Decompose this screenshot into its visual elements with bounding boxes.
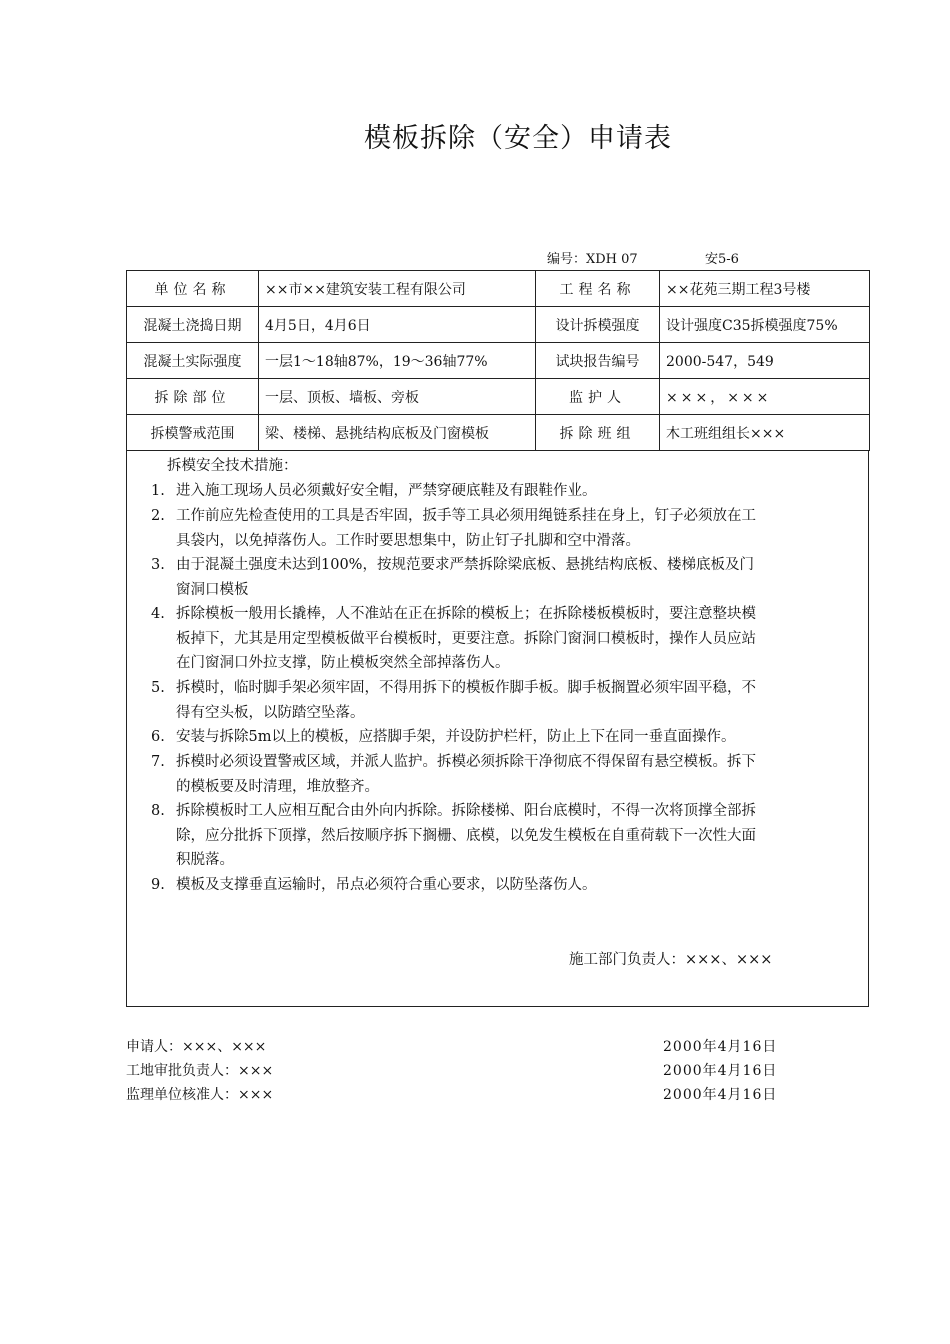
- measure-number: 7.: [151, 754, 165, 770]
- project-name-label: 工程名称: [536, 271, 660, 307]
- measure-item: [151, 676, 851, 725]
- measure-number: 3.: [151, 557, 165, 573]
- test-report-value: 2000-547，549: [660, 343, 870, 379]
- unit-name-value: ××市××建筑安装工程有限公司: [259, 271, 536, 307]
- test-report-label: 试块报告编号: [536, 343, 660, 379]
- measure-line: 进入施工现场人员必须戴好安全帽，严禁穿硬底鞋及有跟鞋作业。: [176, 483, 597, 499]
- measure-line: 得有空头板，以防踏空坠落。: [176, 704, 365, 721]
- table-row: [127, 271, 870, 307]
- actual-strength-value: 一层1～18轴87%，19～36轴77%: [259, 343, 536, 379]
- measure-line: 工作前应先检查使用的工具是否牢固，扳手等工具必须用绳链系挂在身上，钉子必须放在工: [176, 508, 756, 524]
- measure-item: [151, 725, 851, 750]
- unit-name-label: 单位名称: [127, 271, 259, 307]
- measure-number: 1.: [151, 483, 165, 499]
- measure-line: 拆除模板时工人应相互配合由外向内拆除。拆除楼梯、阳台底模时，不得一次将顶撑全部拆: [176, 803, 756, 819]
- measure-item: [151, 504, 851, 553]
- guardian-value: ×××，×××: [660, 379, 870, 415]
- measure-number: 5.: [151, 680, 165, 696]
- safety-measures-heading: 拆模安全技术措施：: [167, 458, 298, 474]
- actual-strength-label: 混凝土实际强度: [127, 343, 259, 379]
- measure-number: 4.: [151, 606, 165, 622]
- pour-date-value: 4月5日，4月6日: [259, 307, 536, 343]
- measure-item: [151, 750, 851, 799]
- document-number: 编号：XDH 07: [547, 252, 638, 267]
- warning-range-label: 拆模警戒范围: [127, 415, 259, 451]
- measure-line: 窗洞口模板: [176, 581, 249, 598]
- measure-item: [151, 553, 851, 602]
- measure-line: 安装与拆除5m以上的模板，应搭脚手架，并设防护栏杆，防止上下在同一垂直面操作。: [176, 729, 736, 745]
- design-strength-label: 设计拆模强度: [536, 307, 660, 343]
- removal-team-label: 拆除班组: [536, 415, 660, 451]
- measure-line: 积脱落。: [176, 852, 234, 868]
- measure-line: 具袋内，以免掉落伤人。工作时要思想集中，防止钉子扎脚和空中滑落。: [176, 532, 640, 549]
- applicant: 申请人：×××、×××: [126, 1039, 267, 1055]
- measure-line: 板掉下，尤其是用定型模板做平台模板时，更要注意。拆除门窗洞口模板时，操作人员应站: [176, 630, 756, 647]
- document-code: 安5-6: [705, 252, 739, 267]
- site-approver-date: 2000年4月16日: [663, 1063, 778, 1079]
- removal-team-value: 木工班组组长×××: [660, 415, 870, 451]
- measure-number: 6.: [151, 729, 165, 745]
- measure-line: 的模板要及时清理，堆放整齐。: [176, 778, 379, 795]
- design-strength-value: 设计强度C35拆模强度75%: [660, 307, 870, 343]
- measure-line: 在门窗洞口外拉支撑，防止模板突然全部掉落伤人。: [176, 655, 510, 671]
- measure-number: 8.: [151, 803, 165, 819]
- measure-line: 拆除模板一般用长撬棒，人不准站在正在拆除的模板上；在拆除楼板模板时，要注意整块模: [176, 606, 756, 622]
- info-table: [126, 270, 870, 451]
- department-head-signature: 施工部门负责人：×××、×××: [569, 952, 773, 968]
- measure-line: 模板及支撑垂直运输时，吊点必须符合重心要求，以防坠落伤人。: [176, 877, 597, 893]
- table-row: [127, 415, 870, 451]
- pour-date-label: 混凝土浇捣日期: [127, 307, 259, 343]
- project-name-value: ××花苑三期工程3号楼: [660, 271, 870, 307]
- measure-number: 2.: [151, 508, 165, 524]
- measure-item: [151, 799, 851, 873]
- measure-line: 拆模时必须设置警戒区域，并派人监护。拆模必须拆除干净彻底不得保留有悬空模板。拆下: [176, 754, 756, 770]
- applicant-date: 2000年4月16日: [663, 1039, 778, 1055]
- measure-item: [151, 602, 851, 676]
- measure-number: 9.: [151, 877, 165, 893]
- measure-line: 由于混凝土强度未达到100%，按规范要求严禁拆除梁底板、悬挑结构底板、楼梯底板及门: [176, 557, 754, 573]
- table-row: [127, 307, 870, 343]
- page-title: 模板拆除（安全）申请表: [364, 123, 672, 154]
- table-row: [127, 379, 870, 415]
- removal-area-value: 一层、顶板、墙板、旁板: [259, 379, 536, 415]
- guardian-label: 监护人: [536, 379, 660, 415]
- site-approver: 工地审批负责人：×××: [126, 1063, 274, 1079]
- supervisor-approver: 监理单位核准人：×××: [126, 1087, 274, 1103]
- measure-line: 除，应分批拆下顶撑，然后按顺序拆下搁栅、底模，以免发生模板在自重荷载下一次性大面: [176, 827, 756, 844]
- measure-item: [151, 479, 851, 504]
- measure-item: [151, 873, 851, 898]
- measure-line: 拆模时，临时脚手架必须牢固，不得用拆下的模板作脚手板。脚手板搁置必须牢固平稳，不: [176, 680, 756, 696]
- supervisor-approver-date: 2000年4月16日: [663, 1087, 778, 1103]
- safety-measures-box: [126, 451, 869, 1007]
- warning-range-value: 梁、楼梯、悬挑结构底板及门窗模板: [259, 415, 536, 451]
- removal-area-label: 拆除部位: [127, 379, 259, 415]
- table-row: [127, 343, 870, 379]
